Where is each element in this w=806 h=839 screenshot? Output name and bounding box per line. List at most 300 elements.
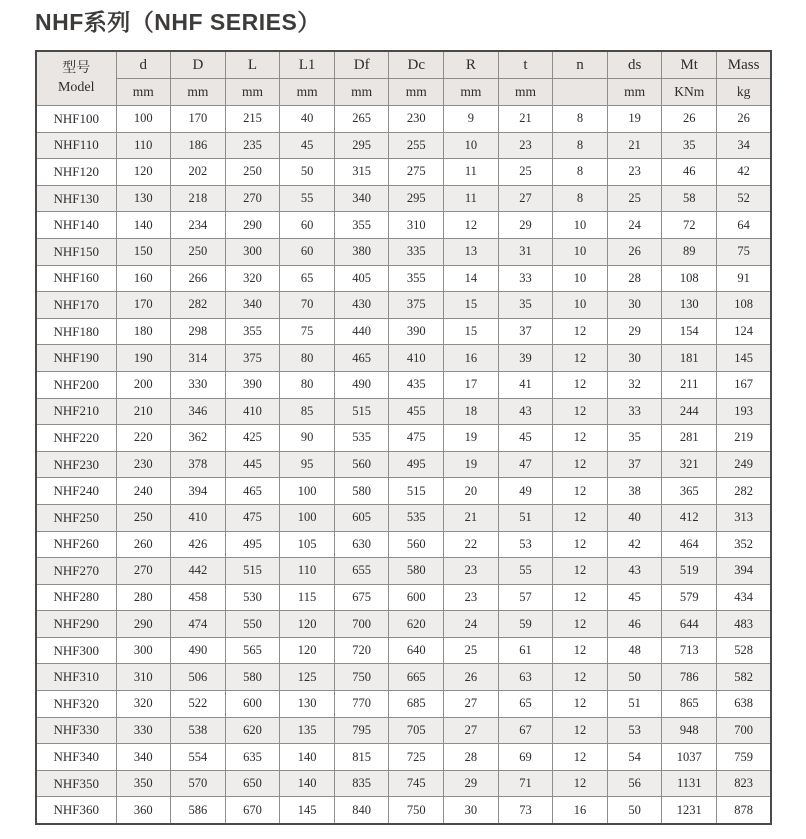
cell-l1: 100 — [280, 478, 335, 505]
cell-n: 12 — [553, 478, 608, 505]
cell-dc: 410 — [389, 345, 444, 372]
table-row — [36, 531, 771, 558]
cell-d: 120 — [116, 159, 171, 186]
cell-n: 8 — [553, 132, 608, 159]
table-row — [36, 451, 771, 478]
cell-l: 375 — [225, 345, 280, 372]
cell-d: 298 — [171, 318, 226, 345]
model-cell: NHF290 — [36, 611, 116, 638]
cell-ds: 46 — [607, 611, 662, 638]
table-row — [36, 691, 771, 718]
cell-r: 15 — [444, 318, 499, 345]
cell-n: 12 — [553, 504, 608, 531]
cell-ds: 38 — [607, 478, 662, 505]
cell-l1: 100 — [280, 504, 335, 531]
cell-d: 280 — [116, 584, 171, 611]
cell-dc: 600 — [389, 584, 444, 611]
model-cell: NHF210 — [36, 398, 116, 425]
cell-n: 12 — [553, 744, 608, 771]
column-header-t: t — [498, 51, 553, 79]
cell-dc: 255 — [389, 132, 444, 159]
cell-d: 130 — [116, 185, 171, 212]
model-label-en: Model — [57, 79, 95, 95]
cell-l1: 65 — [280, 265, 335, 292]
cell-d: 200 — [116, 371, 171, 398]
cell-d: 458 — [171, 584, 226, 611]
cell-r: 23 — [444, 584, 499, 611]
column-header-l1: L1 — [280, 51, 335, 79]
cell-l: 670 — [225, 797, 280, 824]
cell-d: 186 — [171, 132, 226, 159]
cell-l: 445 — [225, 451, 280, 478]
cell-ds: 54 — [607, 744, 662, 771]
cell-t: 31 — [498, 238, 553, 265]
column-header-mt: Mt — [662, 51, 717, 79]
cell-d: 170 — [171, 106, 226, 133]
cell-mt: 26 — [662, 106, 717, 133]
column-header-n: n — [553, 51, 608, 79]
cell-df: 605 — [334, 504, 389, 531]
cell-mt: 244 — [662, 398, 717, 425]
cell-t: 73 — [498, 797, 553, 824]
page-title: NHF系列（NHF SERIES） — [35, 9, 321, 35]
column-unit-l: mm — [225, 79, 280, 106]
cell-n: 8 — [553, 185, 608, 212]
cell-r: 26 — [444, 664, 499, 691]
cell-df: 815 — [334, 744, 389, 771]
cell-df: 265 — [334, 106, 389, 133]
cell-r: 23 — [444, 558, 499, 585]
model-cell: NHF110 — [36, 132, 116, 159]
cell-mass: 434 — [717, 584, 772, 611]
cell-n: 12 — [553, 611, 608, 638]
cell-d: 310 — [116, 664, 171, 691]
cell-l: 580 — [225, 664, 280, 691]
cell-t: 45 — [498, 425, 553, 452]
cell-r: 11 — [444, 185, 499, 212]
cell-l1: 90 — [280, 425, 335, 452]
column-unit-d: mm — [171, 79, 226, 106]
table-row — [36, 504, 771, 531]
nhf-series-table — [35, 50, 772, 825]
cell-l1: 140 — [280, 744, 335, 771]
cell-ds: 23 — [607, 159, 662, 186]
cell-mass: 42 — [717, 159, 772, 186]
cell-l: 620 — [225, 717, 280, 744]
cell-mass: 700 — [717, 717, 772, 744]
cell-d: 320 — [116, 691, 171, 718]
cell-l: 515 — [225, 558, 280, 585]
cell-l1: 45 — [280, 132, 335, 159]
cell-n: 12 — [553, 664, 608, 691]
cell-ds: 50 — [607, 664, 662, 691]
table-row — [36, 238, 771, 265]
cell-dc: 705 — [389, 717, 444, 744]
model-cell: NHF340 — [36, 744, 116, 771]
model-cell: NHF170 — [36, 292, 116, 319]
cell-r: 29 — [444, 770, 499, 797]
cell-ds: 33 — [607, 398, 662, 425]
cell-d: 350 — [116, 770, 171, 797]
cell-df: 515 — [334, 398, 389, 425]
cell-mt: 644 — [662, 611, 717, 638]
model-cell: NHF140 — [36, 212, 116, 239]
table-row — [36, 558, 771, 585]
cell-mass: 759 — [717, 744, 772, 771]
table-row — [36, 159, 771, 186]
model-cell: NHF300 — [36, 637, 116, 664]
cell-t: 65 — [498, 691, 553, 718]
column-unit-mass: kg — [717, 79, 772, 106]
cell-df: 315 — [334, 159, 389, 186]
table-row — [36, 345, 771, 372]
cell-t: 55 — [498, 558, 553, 585]
model-label-cn: 型号 — [62, 60, 91, 76]
cell-n: 12 — [553, 318, 608, 345]
cell-dc: 475 — [389, 425, 444, 452]
cell-n: 12 — [553, 717, 608, 744]
cell-df: 535 — [334, 425, 389, 452]
cell-d: 394 — [171, 478, 226, 505]
table-row — [36, 398, 771, 425]
cell-d: 140 — [116, 212, 171, 239]
cell-dc: 355 — [389, 265, 444, 292]
cell-dc: 685 — [389, 691, 444, 718]
table-row — [36, 770, 771, 797]
model-cell: NHF100 — [36, 106, 116, 133]
column-unit-mt: KNm — [662, 79, 717, 106]
cell-dc: 745 — [389, 770, 444, 797]
model-cell: NHF320 — [36, 691, 116, 718]
cell-dc: 435 — [389, 371, 444, 398]
column-header-df: Df — [334, 51, 389, 79]
cell-t: 27 — [498, 185, 553, 212]
cell-r: 15 — [444, 292, 499, 319]
cell-ds: 24 — [607, 212, 662, 239]
cell-df: 295 — [334, 132, 389, 159]
column-header-d: D — [171, 51, 226, 79]
cell-l: 250 — [225, 159, 280, 186]
cell-df: 840 — [334, 797, 389, 824]
cell-l1: 110 — [280, 558, 335, 585]
model-cell: NHF360 — [36, 797, 116, 824]
cell-mass: 483 — [717, 611, 772, 638]
cell-mt: 72 — [662, 212, 717, 239]
model-cell: NHF180 — [36, 318, 116, 345]
cell-d: 442 — [171, 558, 226, 585]
cell-mt: 865 — [662, 691, 717, 718]
cell-r: 27 — [444, 717, 499, 744]
cell-d: 282 — [171, 292, 226, 319]
cell-mt: 281 — [662, 425, 717, 452]
cell-mass: 26 — [717, 106, 772, 133]
column-unit-t: mm — [498, 79, 553, 106]
cell-df: 580 — [334, 478, 389, 505]
cell-mt: 321 — [662, 451, 717, 478]
cell-mt: 130 — [662, 292, 717, 319]
cell-l1: 80 — [280, 371, 335, 398]
cell-t: 53 — [498, 531, 553, 558]
cell-dc: 390 — [389, 318, 444, 345]
cell-d: 110 — [116, 132, 171, 159]
cell-t: 23 — [498, 132, 553, 159]
table-header — [36, 51, 771, 106]
cell-ds: 32 — [607, 371, 662, 398]
cell-l: 530 — [225, 584, 280, 611]
cell-l1: 80 — [280, 345, 335, 372]
cell-n: 10 — [553, 292, 608, 319]
cell-t: 47 — [498, 451, 553, 478]
cell-d: 230 — [116, 451, 171, 478]
cell-l: 465 — [225, 478, 280, 505]
table-row — [36, 584, 771, 611]
cell-df: 380 — [334, 238, 389, 265]
table-row — [36, 212, 771, 239]
cell-d: 270 — [116, 558, 171, 585]
cell-dc: 230 — [389, 106, 444, 133]
column-header-r: R — [444, 51, 499, 79]
cell-l: 475 — [225, 504, 280, 531]
cell-df: 440 — [334, 318, 389, 345]
cell-n: 10 — [553, 265, 608, 292]
cell-d: 170 — [116, 292, 171, 319]
cell-d: 290 — [116, 611, 171, 638]
cell-d: 202 — [171, 159, 226, 186]
cell-t: 43 — [498, 398, 553, 425]
cell-l1: 60 — [280, 238, 335, 265]
cell-d: 538 — [171, 717, 226, 744]
cell-n: 12 — [553, 345, 608, 372]
cell-mass: 64 — [717, 212, 772, 239]
cell-ds: 26 — [607, 238, 662, 265]
cell-t: 61 — [498, 637, 553, 664]
cell-l1: 115 — [280, 584, 335, 611]
cell-l: 565 — [225, 637, 280, 664]
cell-dc: 455 — [389, 398, 444, 425]
model-cell: NHF190 — [36, 345, 116, 372]
cell-l: 270 — [225, 185, 280, 212]
cell-d: 360 — [116, 797, 171, 824]
cell-mass: 145 — [717, 345, 772, 372]
cell-t: 25 — [498, 159, 553, 186]
cell-df: 355 — [334, 212, 389, 239]
cell-mass: 394 — [717, 558, 772, 585]
cell-l1: 75 — [280, 318, 335, 345]
model-cell: NHF260 — [36, 531, 116, 558]
cell-l: 425 — [225, 425, 280, 452]
cell-dc: 580 — [389, 558, 444, 585]
cell-d: 426 — [171, 531, 226, 558]
cell-mass: 282 — [717, 478, 772, 505]
cell-mt: 211 — [662, 371, 717, 398]
cell-d: 160 — [116, 265, 171, 292]
cell-d: 300 — [116, 637, 171, 664]
cell-n: 16 — [553, 797, 608, 824]
cell-dc: 620 — [389, 611, 444, 638]
cell-r: 9 — [444, 106, 499, 133]
cell-t: 67 — [498, 717, 553, 744]
cell-r: 17 — [444, 371, 499, 398]
cell-l: 390 — [225, 371, 280, 398]
cell-df: 795 — [334, 717, 389, 744]
table-row — [36, 425, 771, 452]
table-body — [36, 106, 771, 825]
table-row — [36, 717, 771, 744]
cell-mt: 181 — [662, 345, 717, 372]
cell-mass: 219 — [717, 425, 772, 452]
table-row — [36, 318, 771, 345]
cell-l1: 105 — [280, 531, 335, 558]
cell-r: 12 — [444, 212, 499, 239]
cell-d: 240 — [116, 478, 171, 505]
cell-t: 41 — [498, 371, 553, 398]
cell-dc: 310 — [389, 212, 444, 239]
cell-l: 635 — [225, 744, 280, 771]
model-cell: NHF130 — [36, 185, 116, 212]
cell-mt: 1131 — [662, 770, 717, 797]
cell-d: 266 — [171, 265, 226, 292]
table-row — [36, 106, 771, 133]
cell-df: 720 — [334, 637, 389, 664]
cell-n: 12 — [553, 770, 608, 797]
table-row — [36, 371, 771, 398]
cell-mt: 519 — [662, 558, 717, 585]
cell-t: 63 — [498, 664, 553, 691]
cell-d: 190 — [116, 345, 171, 372]
table-row — [36, 132, 771, 159]
cell-mt: 1037 — [662, 744, 717, 771]
table-row — [36, 797, 771, 824]
cell-l: 410 — [225, 398, 280, 425]
cell-ds: 48 — [607, 637, 662, 664]
cell-d: 570 — [171, 770, 226, 797]
cell-n: 12 — [553, 398, 608, 425]
cell-l: 355 — [225, 318, 280, 345]
cell-t: 57 — [498, 584, 553, 611]
cell-ds: 40 — [607, 504, 662, 531]
model-cell: NHF160 — [36, 265, 116, 292]
cell-t: 35 — [498, 292, 553, 319]
model-cell: NHF250 — [36, 504, 116, 531]
cell-dc: 335 — [389, 238, 444, 265]
cell-ds: 35 — [607, 425, 662, 452]
cell-ds: 28 — [607, 265, 662, 292]
cell-mass: 52 — [717, 185, 772, 212]
column-unit-dc: mm — [389, 79, 444, 106]
cell-mt: 46 — [662, 159, 717, 186]
cell-l: 215 — [225, 106, 280, 133]
column-header-d: d — [116, 51, 171, 79]
cell-l: 300 — [225, 238, 280, 265]
column-header-mass: Mass — [717, 51, 772, 79]
cell-r: 24 — [444, 611, 499, 638]
cell-df: 430 — [334, 292, 389, 319]
cell-r: 27 — [444, 691, 499, 718]
cell-mass: 167 — [717, 371, 772, 398]
cell-dc: 535 — [389, 504, 444, 531]
cell-d: 490 — [171, 637, 226, 664]
cell-df: 405 — [334, 265, 389, 292]
cell-ds: 19 — [607, 106, 662, 133]
column-unit-n — [553, 79, 608, 106]
cell-d: 330 — [116, 717, 171, 744]
cell-r: 22 — [444, 531, 499, 558]
cell-mass: 193 — [717, 398, 772, 425]
cell-t: 71 — [498, 770, 553, 797]
cell-df: 700 — [334, 611, 389, 638]
table-row — [36, 744, 771, 771]
cell-l: 235 — [225, 132, 280, 159]
cell-r: 20 — [444, 478, 499, 505]
cell-mass: 638 — [717, 691, 772, 718]
cell-r: 16 — [444, 345, 499, 372]
cell-mt: 365 — [662, 478, 717, 505]
cell-mass: 75 — [717, 238, 772, 265]
cell-d: 554 — [171, 744, 226, 771]
cell-l: 340 — [225, 292, 280, 319]
cell-d: 410 — [171, 504, 226, 531]
cell-df: 770 — [334, 691, 389, 718]
model-cell: NHF220 — [36, 425, 116, 452]
cell-mass: 91 — [717, 265, 772, 292]
cell-t: 59 — [498, 611, 553, 638]
cell-n: 12 — [553, 558, 608, 585]
cell-df: 490 — [334, 371, 389, 398]
cell-t: 21 — [498, 106, 553, 133]
table-row — [36, 637, 771, 664]
model-cell: NHF310 — [36, 664, 116, 691]
cell-l1: 135 — [280, 717, 335, 744]
cell-ds: 29 — [607, 318, 662, 345]
cell-df: 465 — [334, 345, 389, 372]
cell-ds: 37 — [607, 451, 662, 478]
model-cell: NHF270 — [36, 558, 116, 585]
cell-ds: 53 — [607, 717, 662, 744]
cell-l1: 60 — [280, 212, 335, 239]
cell-mt: 154 — [662, 318, 717, 345]
cell-t: 39 — [498, 345, 553, 372]
column-unit-ds: mm — [607, 79, 662, 106]
cell-l: 495 — [225, 531, 280, 558]
cell-r: 30 — [444, 797, 499, 824]
cell-df: 750 — [334, 664, 389, 691]
cell-r: 25 — [444, 637, 499, 664]
cell-d: 180 — [116, 318, 171, 345]
cell-mt: 948 — [662, 717, 717, 744]
cell-r: 19 — [444, 425, 499, 452]
cell-d: 474 — [171, 611, 226, 638]
cell-mass: 582 — [717, 664, 772, 691]
cell-n: 12 — [553, 637, 608, 664]
cell-r: 14 — [444, 265, 499, 292]
cell-l1: 95 — [280, 451, 335, 478]
cell-n: 12 — [553, 691, 608, 718]
cell-l1: 130 — [280, 691, 335, 718]
cell-d: 210 — [116, 398, 171, 425]
cell-r: 19 — [444, 451, 499, 478]
cell-d: 150 — [116, 238, 171, 265]
cell-t: 49 — [498, 478, 553, 505]
cell-r: 13 — [444, 238, 499, 265]
cell-l1: 40 — [280, 106, 335, 133]
cell-ds: 21 — [607, 132, 662, 159]
cell-ds: 43 — [607, 558, 662, 585]
cell-mass: 878 — [717, 797, 772, 824]
cell-n: 12 — [553, 451, 608, 478]
cell-d: 522 — [171, 691, 226, 718]
cell-n: 12 — [553, 584, 608, 611]
cell-d: 250 — [171, 238, 226, 265]
